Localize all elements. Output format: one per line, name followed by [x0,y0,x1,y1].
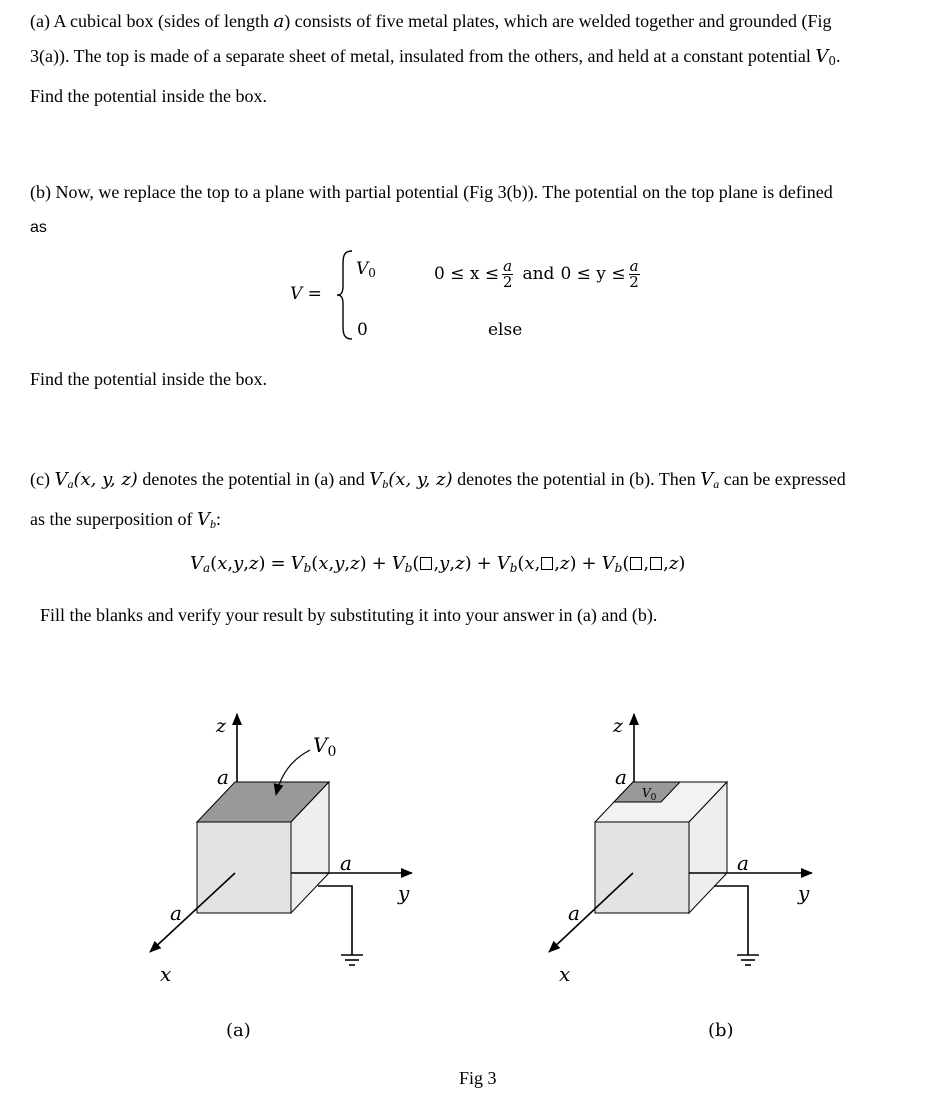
part-c-line1: (c) $V_a(x$, y, z) denotes the potential in (a) and $V_b(x$, y, z) denotes the potential in (b). Then $V_a$ can be expressed [30,469,846,491]
eq-symbol-v: V [391,553,405,574]
eq-glyph: , [534,553,541,574]
figure-b [530,700,840,1050]
label-a-front: a [170,901,182,925]
left-brace [335,248,355,343]
eq-glyph: z [455,553,465,574]
eq-glyph: , [643,553,650,574]
eq-glyph: z [248,553,259,574]
label-x: x [559,962,571,986]
blank-box[interactable] [541,557,553,570]
eq-glyph: ( [517,553,525,574]
superposition-equation-render [190,553,685,574]
part-b-line2: as [30,219,47,236]
eq-glyph: = [270,553,286,574]
eq-glyph: + [476,553,492,574]
eq-glyph: , [328,553,335,574]
label-a-side: a [340,851,352,875]
var-a: a [273,11,285,32]
eq-glyph: y [439,553,450,574]
label-a-front: a [568,901,580,925]
eq-glyph: ) [678,553,686,574]
caption-a: (a) [226,1020,251,1041]
eq-glyph: y [334,553,345,574]
eq-glyph: z [560,553,570,574]
eq-symbol-v: V [601,553,615,574]
case1-condition: 0 ≤ x ≤ $\frac{a}{2}$ and 0 ≤ y ≤ $\frac{a}{2}$ [434,257,639,291]
eq-subscript: a [203,561,211,575]
blank-box[interactable] [420,557,432,570]
blank-box[interactable] [650,557,662,570]
eq-subscript: b [404,561,413,575]
case2-condition: else [488,320,523,340]
label-y: y [398,881,410,905]
front-face [595,822,689,913]
front-face [197,822,291,913]
eq-glyph: , [227,553,234,574]
label-a-side: a [737,851,749,875]
eq-glyph: ) [464,553,472,574]
part-a-line3: Find the potential inside the box. [30,86,267,106]
eq-glyph: , [344,553,351,574]
case1-value: $V_0$ [356,259,376,280]
figure-a [130,700,430,1050]
label-y: y [798,881,810,905]
eq-glyph: , [663,553,669,574]
label-a-top: a [615,765,627,789]
caption-b: (b) [708,1020,734,1041]
label-x: x [160,962,172,986]
eq-glyph: + [581,553,597,574]
label-v0: $V_0$ [313,733,337,760]
case2-value: 0 [357,320,368,340]
eq-glyph: ) [359,553,367,574]
label-z: z [216,715,227,737]
eq-glyph: x [524,553,535,574]
label-v0: $V_0$ [642,786,657,803]
blank-box[interactable] [630,557,642,570]
eq-glyph: , [433,553,440,574]
superposition-equation [190,553,685,575]
eq-glyph: ) [569,553,577,574]
eq-glyph: z [350,553,360,574]
part-c-fill: Fill the blanks and verify your result by substituting it into your answer in (a) and (b). [40,605,658,625]
part-c-text [30,462,935,542]
eq-glyph: ( [210,553,218,574]
eq-glyph: ) [258,553,266,574]
label-a-top: a [217,765,229,789]
eq-symbol-v: V [190,553,203,574]
part-a-line2: 3(a)). The top is made of a separate sheet of metal, insulated from the others, and held at a constant potential $V_0$. [30,46,841,68]
eq-glyph: + [371,553,387,574]
eq-symbol-v: V [496,553,510,574]
eq-subscript: b [509,561,518,575]
eq-glyph: x [318,553,329,574]
eq-glyph: y [233,553,244,574]
eq-lhs: V = [290,284,322,304]
fig-caption: Fig 3 [459,1068,497,1088]
eq-glyph: z [668,553,679,574]
eq-subscript: b [303,561,312,575]
ground-wire [318,886,352,955]
part-b-text [30,175,935,245]
eq-glyph: x [217,553,228,574]
ground-wire [714,886,748,955]
eq-symbol-v: V [290,553,304,574]
part-a-line1: (a) A cubical box (sides of length a) consists of five metal plates, which are welded together and grounded (Fig [30,11,832,32]
eq-glyph: , [243,553,249,574]
part-b-find: Find the potential inside the box. [30,369,267,389]
eq-glyph: ( [412,553,420,574]
eq-subscript: b [614,561,623,575]
label-z: z [613,715,624,737]
eq-glyph: , [554,553,561,574]
eq-glyph: ( [311,553,319,574]
part-b-line1: (b) Now, we replace the top to a plane with partial potential (Fig 3(b)). The potential on the top plane is defined [30,182,833,202]
part-a-text [30,4,935,114]
eq-glyph: ( [622,553,630,574]
part-c-line2: as the superposition of $V_b$: [30,509,221,531]
eq-glyph: , [449,553,456,574]
